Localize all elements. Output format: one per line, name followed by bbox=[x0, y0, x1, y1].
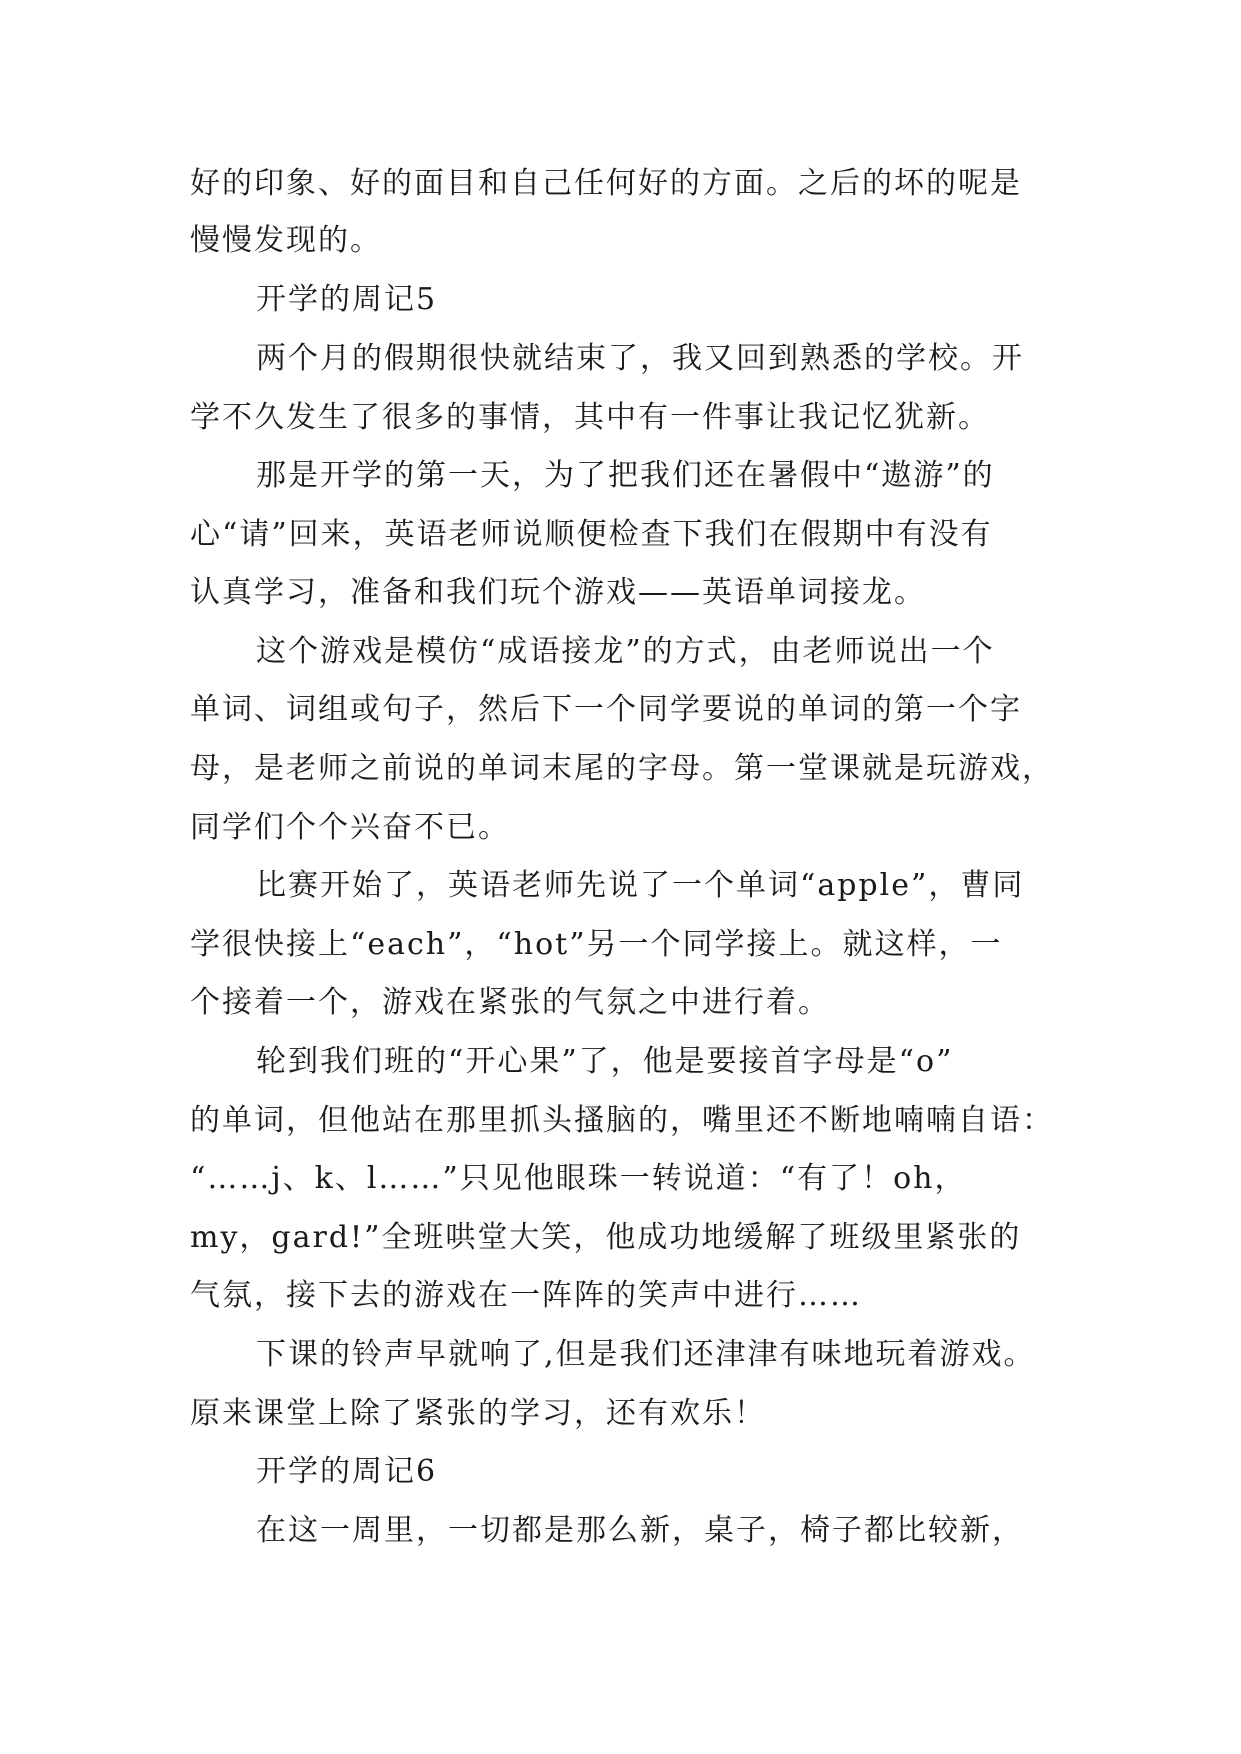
section-heading: 开学的周记6 bbox=[256, 1454, 438, 1489]
text-line: 轮到我们班的“开心果”了，他是要接首字母是“o” bbox=[256, 1044, 954, 1079]
text-line: 这个游戏是模仿“成语接龙”的方式，由老师说出一个 bbox=[256, 634, 995, 669]
text-line: 学不久发生了很多的事情，其中有一件事让我记忆犹新。 bbox=[190, 400, 990, 435]
text-line: 心“请”回来，英语老师说顺便检查下我们在假期中有没有 bbox=[190, 517, 993, 552]
text-line: 同学们个个兴奋不已。 bbox=[190, 810, 510, 845]
text-line: my，gard!”全班哄堂大笑，他成功地缓解了班级里紧张的 bbox=[190, 1220, 1022, 1255]
text-line: 单词、词组或句子，然后下一个同学要说的单词的第一个字 bbox=[190, 692, 1022, 727]
text-line: “……j、k、l……”只见他眼珠一转说道：“有了！oh， bbox=[190, 1161, 967, 1196]
text-line: 在这一周里，一切都是那么新，桌子，椅子都比较新， bbox=[256, 1513, 1024, 1548]
text-line: 比赛开始了，英语老师先说了一个单词“apple”，曹同 bbox=[256, 868, 1025, 903]
text-line: 认真学习，准备和我们玩个游戏——英语单词接龙。 bbox=[190, 575, 926, 610]
text-line: 两个月的假期很快就结束了，我又回到熟悉的学校。开 bbox=[256, 341, 1024, 376]
text-line: 那是开学的第一天，为了把我们还在暑假中“遨游”的 bbox=[256, 458, 995, 493]
text-line: 母，是老师之前说的单词末尾的字母。第一堂课就是玩游戏， bbox=[190, 751, 1054, 786]
text-line: 慢慢发现的。 bbox=[190, 223, 382, 258]
text-line: 气氛，接下去的游戏在一阵阵的笑声中进行…… bbox=[190, 1278, 862, 1313]
text-line: 个接着一个，游戏在紧张的气氛之中进行着。 bbox=[190, 985, 830, 1020]
section-heading: 开学的周记5 bbox=[256, 282, 438, 317]
text-line: 原来课堂上除了紧张的学习，还有欢乐！ bbox=[190, 1396, 766, 1431]
text-line: 的单词，但他站在那里抓头搔脑的，嘴里还不断地喃喃自语： bbox=[190, 1103, 1054, 1138]
text-line: 下课的铃声早就响了,但是我们还津津有味地玩着游戏。 bbox=[256, 1337, 1036, 1372]
text-line: 好的印象、好的面目和自己任何好的方面。之后的坏的呢是 bbox=[190, 166, 1022, 201]
text-line: 学很快接上“each”，“hot”另一个同学接上。就这样，一 bbox=[190, 927, 1003, 962]
